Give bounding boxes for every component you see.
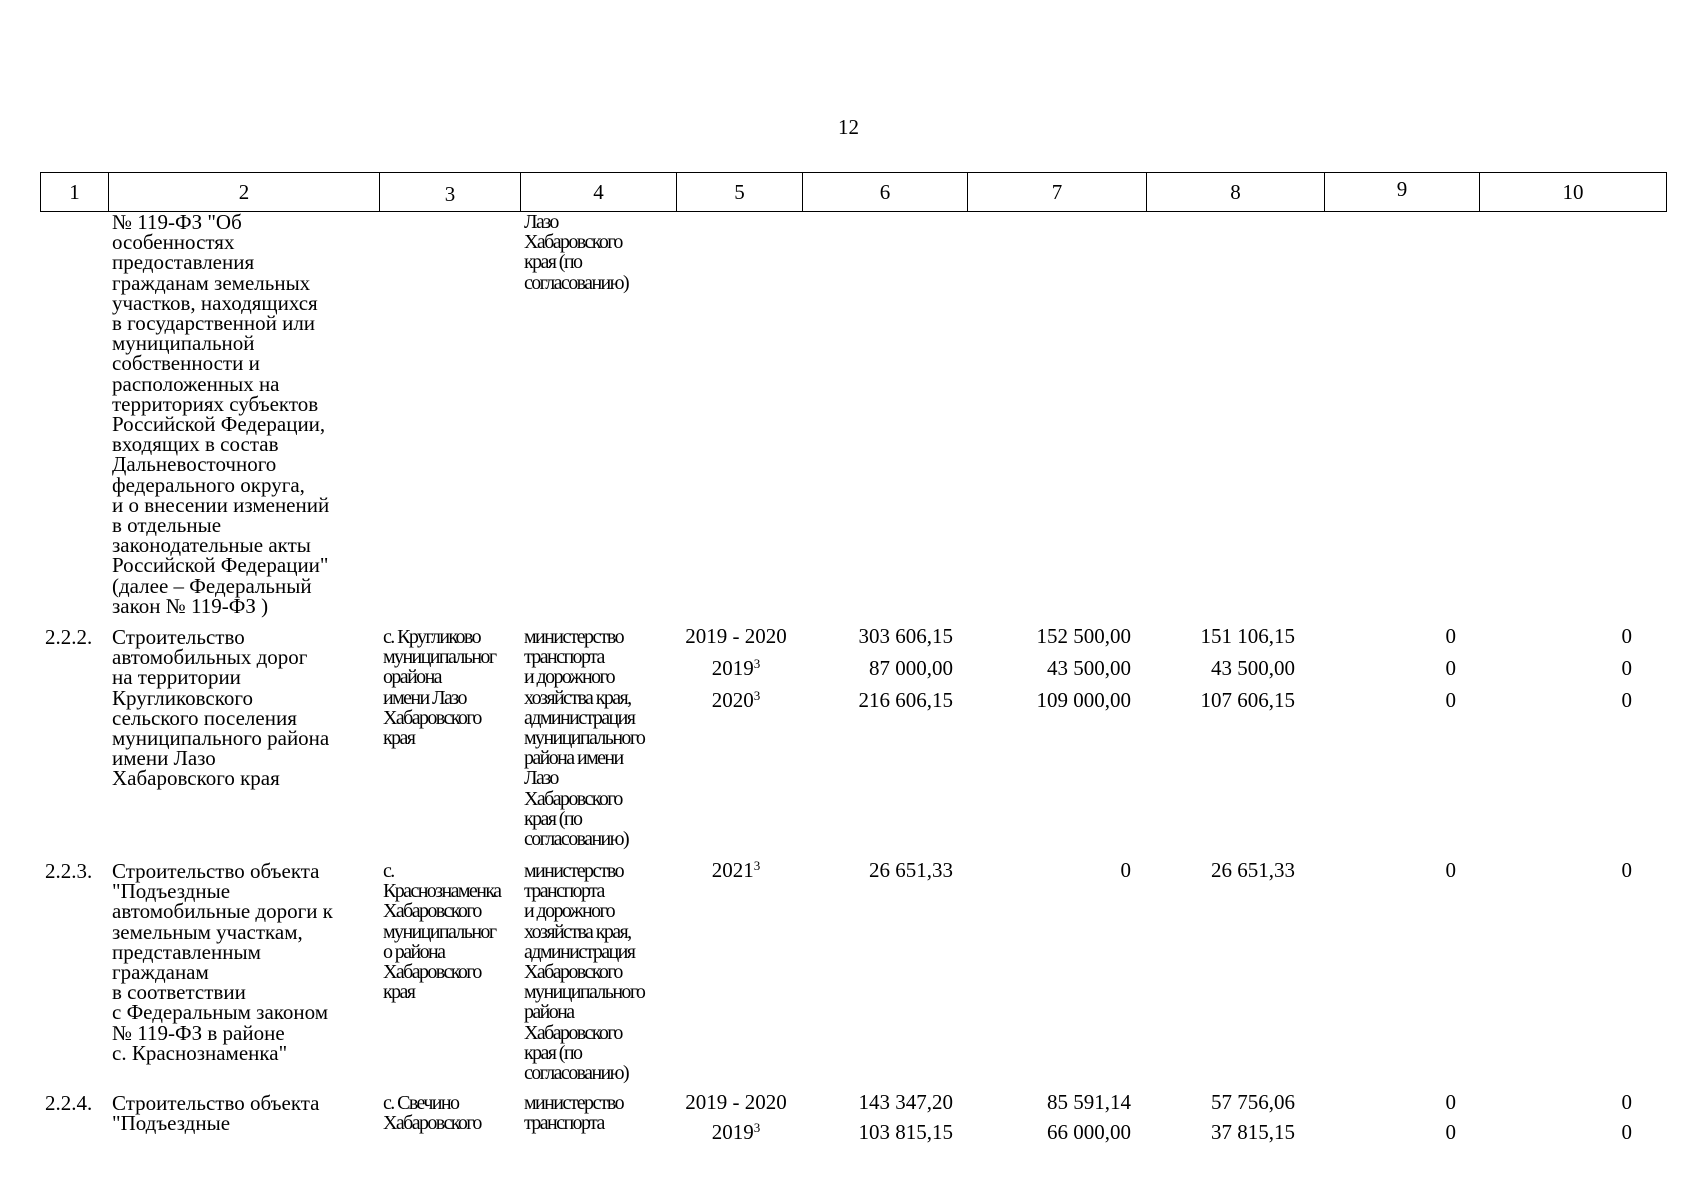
cell-col8: 107 606,15	[1200, 688, 1295, 712]
col-header-2: 2	[109, 173, 380, 211]
col-header-7: 7	[968, 173, 1147, 211]
cell-col10: 0	[1621, 1120, 1632, 1144]
cell-col7: 0	[1120, 858, 1131, 882]
continuation-name: № 119-ФЗ "Об особенностях предоставления гражданам земельных участков, находящихся в государственной или муниципальной собственности и расположенных на территориях субъектов Российской Федерации, входящих в состав Дальневосточного федерального округа, и о внесении изменений в отдельные законодательные акты Российской Федерации" (далее – Федеральный закон № 119-ФЗ )	[112, 210, 330, 618]
cell-col8: 37 815,15	[1211, 1120, 1295, 1144]
continuation-executor: Лазо Хабаровского края (по согласованию)	[524, 211, 629, 294]
row-number: 2.2.2.	[45, 625, 93, 649]
cell-col10: 0	[1621, 858, 1632, 882]
cell-col9: 0	[1445, 624, 1456, 648]
cell-col10: 0	[1621, 624, 1632, 648]
row-executor: министерство транспорта и дорожного хозяйства края, администрация Хабаровского муниципального района Хабаровского края (по согласованию)	[524, 860, 645, 1085]
cell-col8: 57 756,06	[1211, 1090, 1295, 1114]
row-executor: министерство транспорта и дорожного хозяйства края, администрация муниципального района имени Лазо Хабаровского края (по согласованию)	[524, 626, 645, 851]
cell-col9: 0	[1445, 688, 1456, 712]
cell-col8: 151 106,15	[1200, 624, 1295, 648]
row-location: с. Краснознаменка Хабаровского муниципальног о района Хабаровского края	[383, 860, 501, 1004]
row-location: с. Свечино Хабаровского	[383, 1092, 481, 1135]
row-period: 2019 - 2020	[685, 1090, 787, 1114]
row-period: 2019 - 2020	[685, 624, 787, 648]
cell-col7: 152 500,00	[1036, 624, 1131, 648]
col-header-5: 5	[677, 173, 803, 211]
row-name: Строительство автомобильных дорог на территории Кругликовского сельского поселения муниципального района имени Лазо Хабаровского края	[112, 625, 330, 791]
row-period: 2020$^3$	[711, 688, 761, 712]
cell-col10: 0	[1621, 656, 1632, 680]
cell-col6: 303 606,15	[858, 624, 953, 648]
cell-col6: 216 606,15	[858, 688, 953, 712]
row-period: 2021$^3$	[711, 858, 761, 882]
page-number: 12	[838, 115, 859, 139]
row-name: Строительство объекта "Подъездные	[112, 1091, 320, 1136]
col-header-10: 10	[1480, 173, 1667, 211]
row-executor: министерство транспорта	[524, 1092, 623, 1135]
cell-col9: 0	[1445, 1120, 1456, 1144]
table-header-row	[40, 172, 1667, 212]
col-header-1: 1	[41, 173, 109, 211]
row-period: 2019$^3$	[711, 1120, 761, 1144]
col-header-4: 4	[521, 173, 677, 211]
cell-col6: 143 347,20	[858, 1090, 953, 1114]
cell-col8: 43 500,00	[1211, 656, 1295, 680]
cell-col6: 103 815,15	[858, 1120, 953, 1144]
cell-col10: 0	[1621, 1090, 1632, 1114]
row-name: Строительство объекта "Подъездные автомобильные дороги к земельным участкам, представленным гражданам в соответствии с Федеральным законом № 119-ФЗ в районе с. Краснознаменка"	[112, 859, 333, 1065]
col-header-6: 6	[803, 173, 968, 211]
row-period: 2019$^3$	[711, 656, 761, 680]
cell-col7: 109 000,00	[1036, 688, 1131, 712]
col-header-8: 8	[1147, 173, 1325, 211]
row-location: с. Кругликово муниципальног орайона имени Лазо Хабаровского края	[383, 626, 496, 750]
cell-col6: 87 000,00	[869, 656, 953, 680]
cell-col9: 0	[1445, 656, 1456, 680]
cell-col8: 26 651,33	[1211, 858, 1295, 882]
cell-col10: 0	[1621, 688, 1632, 712]
cell-col6: 26 651,33	[869, 858, 953, 882]
cell-col9: 0	[1445, 858, 1456, 882]
cell-col7: 85 591,14	[1047, 1090, 1131, 1114]
cell-col7: 43 500,00	[1047, 656, 1131, 680]
cell-col7: 66 000,00	[1047, 1120, 1131, 1144]
cell-col9: 0	[1445, 1090, 1456, 1114]
row-number: 2.2.4.	[45, 1091, 93, 1115]
col-header-9: 9	[1325, 173, 1480, 211]
col-header-3: 3	[380, 173, 521, 211]
row-number: 2.2.3.	[45, 859, 93, 883]
